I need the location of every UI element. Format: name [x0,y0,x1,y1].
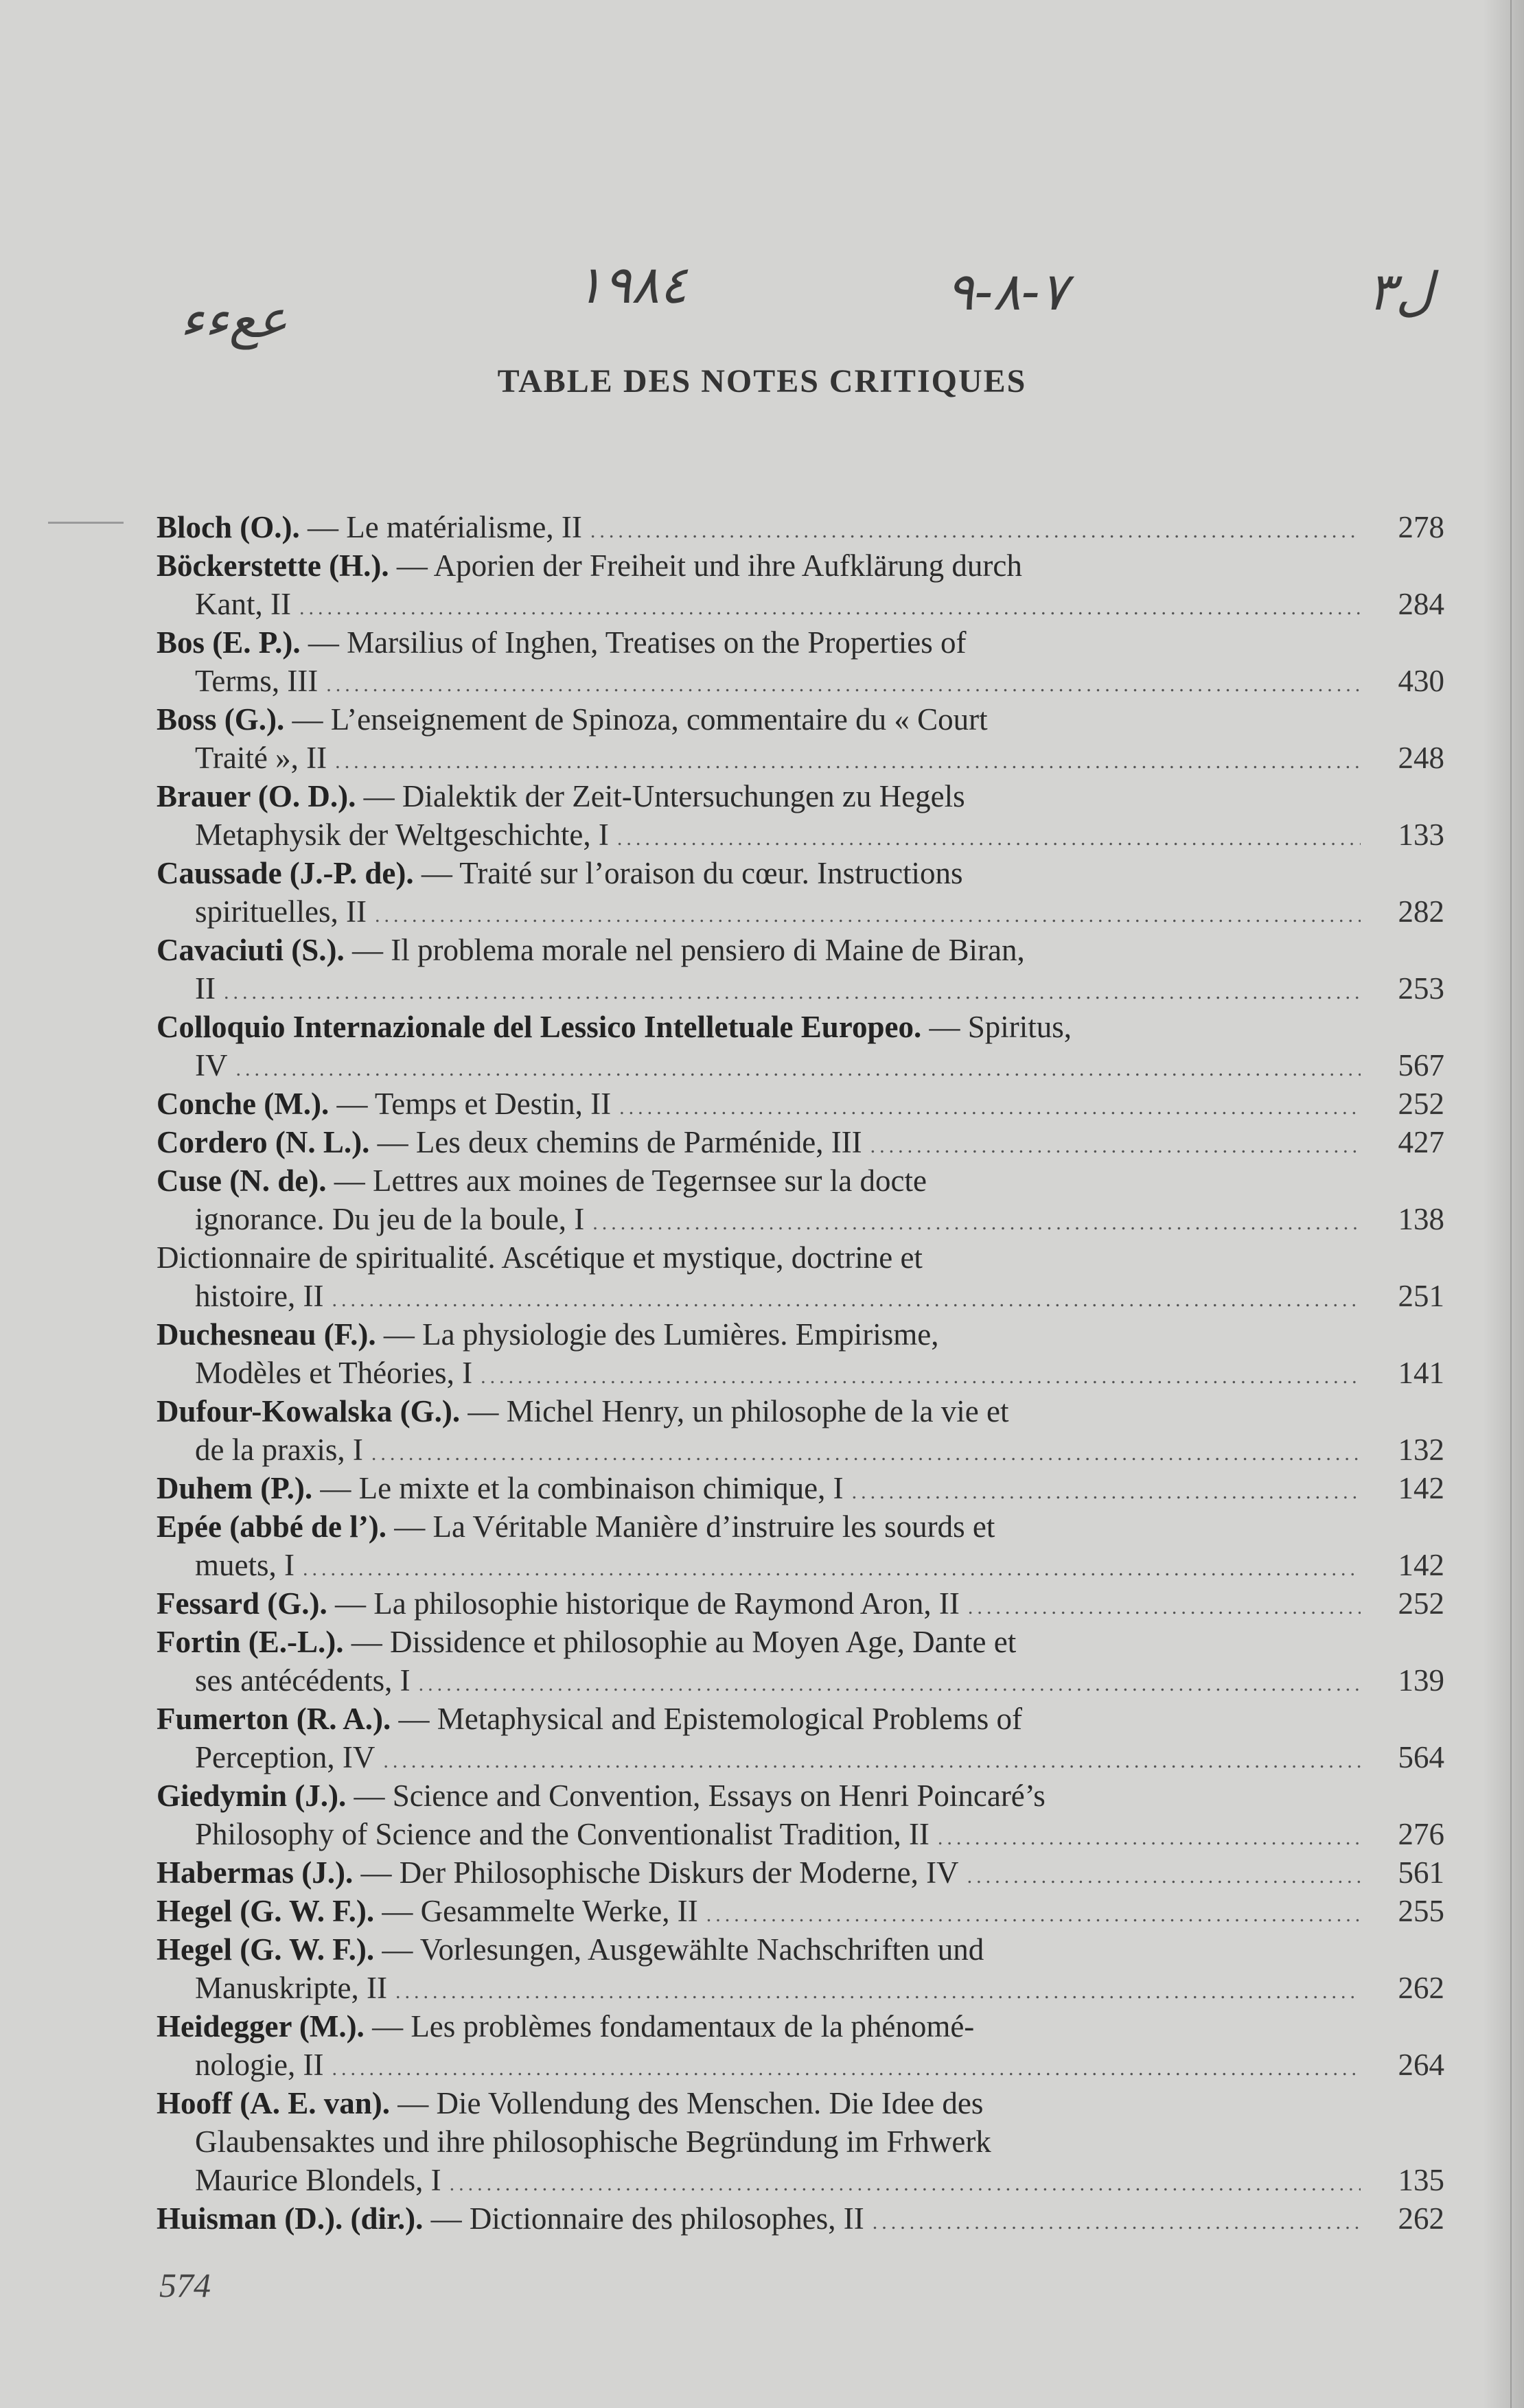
index-entry-line [157,1623,1444,1661]
entry-text [157,1853,959,1892]
index-entry-line [157,1046,1444,1085]
work-title: — Metaphysical and Epistemological Problems of [398,1702,1023,1736]
entry-text [157,1008,1072,1046]
index-entry [157,1123,1444,1161]
work-title: Philosophy of Science and the Conventionalist Tradition, II [195,1817,930,1851]
author-name: Duhem (P.). [157,1471,313,1505]
work-title: — Le mixte et la combinaison chimique, I [320,1471,844,1505]
index-entry-line [157,1776,1444,1815]
work-title: — Dissidence et philosophie au Moyen Age, Dante et [351,1625,1017,1659]
index-entry-line [157,815,1444,854]
index-entry [157,854,1444,931]
work-title: — Vorlesungen, Ausgewählte Nachschriften und [382,1932,984,1967]
work-title: — Spiritus, [929,1010,1072,1044]
work-title: Glaubensaktes und ihre philosophische Begründung im Frhwerk [195,2125,991,2159]
index-entry-line [157,1738,1444,1776]
work-title: IV [195,1048,228,1083]
handwritten-mark: ٧-٨-٩ [946,261,1068,322]
page-reference: 567 [1398,1048,1444,1083]
dot-leader [332,2050,1361,2088]
index-entry-line [157,623,1444,662]
page-reference: 427 [1398,1125,1444,1159]
work-title: — Traité sur l’oraison du cœur. Instructions [421,856,963,890]
index-entry-line [157,1853,1444,1892]
author-name: Colloquio Internazionale del Lessico Intelletuale Europeo. [157,1010,922,1044]
work-title: Terms, III [195,664,319,698]
entry-text [157,1315,938,1354]
page-reference: 132 [1398,1433,1444,1467]
index-entry [157,508,1444,546]
entry-text [157,1930,984,1969]
work-title: Kant, II [195,587,291,621]
page-reference: 139 [1398,1663,1444,1698]
page-reference: 252 [1398,1586,1444,1621]
index-entry [157,546,1444,623]
work-title: Dictionnaire de spiritualité. Ascétique et mystique, doctrine et [157,1240,923,1275]
page-reference: 276 [1398,1817,1444,1851]
author-name: Cavaciuti (S.). [157,933,345,967]
author-name: Habermas (J.). [157,1855,354,1890]
entry-text [157,1238,923,1277]
entry-text [157,1161,927,1200]
work-title: — Lettres aux moines de Tegernsee sur la docte [334,1164,927,1198]
entry-text [157,854,963,892]
index-entry-line [157,508,1444,546]
index-entry-line [157,777,1444,815]
index-entry-line [157,2046,1444,2084]
handwritten-annotations [0,240,1524,350]
dot-leader [706,1896,1361,1934]
index-entry-line [157,1200,1444,1238]
page-reference: 284 [1398,587,1444,621]
page-reference: 138 [1398,1202,1444,1236]
dot-leader [303,1550,1361,1588]
work-title: Modèles et Théories, I [195,1356,473,1390]
author-name: Fortin (E.-L.). [157,1625,344,1659]
work-title: — La Véritable Manière d’instruire les sourds et [394,1509,995,1544]
entry-text [195,1046,227,1085]
dot-leader [299,589,1361,627]
page-reference: 248 [1398,741,1444,775]
dot-leader [617,820,1361,858]
index-entry-line [157,1277,1444,1315]
work-title: muets, I [195,1548,295,1582]
index-entry-line [157,931,1444,969]
entry-text [195,815,609,854]
work-title: — Dialektik der Zeit-Untersuchungen zu Hegels [363,779,965,813]
index-entry-line [157,662,1444,700]
author-name: Fumerton (R. A.). [157,1702,391,1736]
page-reference: 142 [1398,1548,1444,1582]
page-reference: 564 [1398,1740,1444,1774]
work-title: — Temps et Destin, II [336,1087,612,1121]
dot-leader [375,896,1361,935]
author-name: Bloch (O.). [157,510,300,544]
index-entry-line [157,2084,1444,2122]
author-name: Epée (abbé de l’). [157,1509,386,1544]
entry-text [157,1085,611,1123]
entry-text [195,1546,295,1584]
entry-text [157,1584,960,1623]
entry-text [195,2161,441,2199]
work-title: — Marsilius of Inghen, Treatises on the Properties of [308,625,967,660]
index-entry-line [157,892,1444,931]
work-title: — Der Philosophische Diskurs der Moderne, IV [360,1855,959,1890]
work-title: Traité », II [195,741,327,775]
work-title: — L’enseignement de Spinoza, commentaire du « Court [292,702,988,737]
page-reference: 430 [1398,664,1444,698]
index-entry [157,2199,1444,2238]
index-entry [157,1930,1444,2007]
index-entry-line [157,2122,1444,2161]
index-entry [157,1776,1444,1853]
index-entry-line [157,1315,1444,1354]
work-title: Metaphysik der Weltgeschichte, I [195,818,609,852]
index-entry [157,1161,1444,1238]
author-name: Conche (M.). [157,1087,330,1121]
work-title: — Michel Henry, un philosophe de la vie et [467,1394,1009,1428]
entry-text [157,1123,862,1161]
index-entry-line [157,1507,1444,1546]
index-entry-line [157,1469,1444,1507]
entry-text [157,623,967,662]
index-entry-line [157,1161,1444,1200]
author-name: Dufour-Kowalska (G.). [157,1394,461,1428]
page-reference: 142 [1398,1471,1444,1505]
index-entry-line [157,854,1444,892]
margin-mark [48,522,124,524]
work-title: — Les deux chemins de Parménide, III [377,1125,862,1159]
index-entry [157,1469,1444,1507]
dot-leader [873,2203,1361,2242]
work-title: — La physiologie des Lumières. Empirisme, [383,1317,939,1352]
index-entry [157,1700,1444,1776]
entry-text [157,546,1022,585]
page-reference: 561 [1398,1855,1444,1890]
entry-text [157,1892,698,1930]
index-entry-line [157,1123,1444,1161]
entry-text [157,2007,974,2046]
entry-text [195,1969,387,2007]
entry-text [195,1738,375,1776]
author-name: Hegel (G. W. F.). [157,1894,375,1928]
index-entry-line [157,585,1444,623]
work-title: Maurice Blondels, I [195,2163,441,2197]
notes-index-list [157,508,1444,2238]
work-title: Perception, IV [195,1740,376,1774]
index-entry-line [157,1584,1444,1623]
page-reference: 282 [1398,894,1444,929]
author-name: Caussade (J.-P. de). [157,856,414,890]
index-entry-line [157,1892,1444,1930]
page-reference: 251 [1398,1279,1444,1313]
index-entry [157,1623,1444,1700]
work-title: — Science and Convention, Essays on Henri Poincaré’s [354,1779,1046,1813]
index-entry [157,777,1444,854]
dot-leader [335,743,1361,781]
dot-leader [592,1204,1361,1242]
index-entry-line [157,1431,1444,1469]
work-title: — Aporien der Freiheit und ihre Aufklärung durch [396,548,1022,583]
page-reference: 141 [1398,1356,1444,1390]
entry-text [195,1277,323,1315]
dot-leader [938,1819,1361,1857]
author-name: Boss (G.). [157,702,285,737]
index-entry-line [157,700,1444,739]
entry-text [157,2084,983,2122]
dot-leader [481,1358,1361,1396]
work-title: — Dictionnaire des philosophes, II [430,2201,864,2236]
dot-leader [967,1857,1361,1896]
author-name: Cuse (N. de). [157,1164,327,1198]
page-number: 574 [159,2266,211,2304]
index-entry-line [157,2007,1444,2046]
index-entry [157,2007,1444,2084]
dot-leader [395,1973,1361,2011]
entry-text [195,1815,930,1853]
author-name: Böckerstette (H.). [157,548,389,583]
entry-text [195,2122,991,2161]
index-entry-line [157,1392,1444,1431]
entry-text [157,1469,844,1507]
entry-text [195,969,216,1008]
author-name: Bos (E. P.). [157,625,301,660]
work-title: ses antécédents, I [195,1663,411,1698]
page-edge-shadow [1483,0,1524,2408]
work-title: histoire, II [195,1279,324,1313]
index-entry [157,623,1444,700]
entry-text [157,508,582,546]
author-name: Hegel (G. W. F.). [157,1932,375,1967]
author-name: Heidegger (M.). [157,2009,365,2044]
work-title: de la praxis, I [195,1433,363,1467]
index-entry [157,1085,1444,1123]
index-entry [157,1315,1444,1392]
page-edge-line [1510,0,1512,2408]
entry-text [195,585,291,623]
work-title: — Gesammelte Werke, II [382,1894,698,1928]
index-entry [157,700,1444,777]
index-entry [157,931,1444,1008]
author-name: Duchesneau (F.). [157,1317,376,1352]
page-reference: 262 [1398,2201,1444,2236]
index-entry-line [157,1700,1444,1738]
index-entry-line [157,1661,1444,1700]
work-title: — Il problema morale nel pensiero di Maine de Biran, [352,933,1025,967]
entry-text [157,1700,1022,1738]
work-title: Manuskripte, II [195,1971,387,2005]
dot-leader [450,2165,1361,2203]
entry-text [195,892,367,931]
dot-leader [968,1588,1361,1627]
entry-text [157,1392,1008,1431]
dot-leader [332,1281,1361,1319]
author-name: Brauer (O. D.). [157,779,356,813]
dot-leader [383,1742,1361,1781]
dot-leader [419,1665,1361,1704]
author-name: Cordero (N. L.). [157,1125,370,1159]
page-reference: 264 [1398,2048,1444,2082]
index-entry [157,1238,1444,1315]
index-entry-line [157,739,1444,777]
index-entry [157,1892,1444,1930]
index-entry-line [157,969,1444,1008]
work-title: spirituelles, II [195,894,367,929]
page-reference: 133 [1398,818,1444,852]
entry-text [195,1354,472,1392]
entry-text [157,931,1025,969]
entry-text [195,1200,584,1238]
index-entry-line [157,1546,1444,1584]
index-entry-line [157,2161,1444,2199]
index-entry-line [157,1969,1444,2007]
entry-text [195,2046,323,2084]
entry-text [157,2199,864,2238]
dot-leader [590,512,1361,551]
dot-leader [326,666,1361,704]
index-entry-line [157,2199,1444,2238]
page-reference: 253 [1398,971,1444,1006]
work-title: — Die Vollendung des Menschen. Die Idee des [397,2086,984,2120]
work-title: II [195,971,216,1006]
index-entry [157,1853,1444,1892]
dot-leader [870,1127,1361,1166]
work-title: — La philosophie historique de Raymond Aron, II [334,1586,960,1621]
index-entry-line [157,546,1444,585]
work-title: — Le matérialisme, II [308,510,582,544]
dot-leader [235,1050,1361,1089]
author-name: Hooff (A. E. van). [157,2086,390,2120]
handwritten-mark: ١٩٨٤ [575,254,688,315]
page-reference: 252 [1398,1087,1444,1121]
work-title: ignorance. Du jeu de la boule, I [195,1202,585,1236]
dot-leader [619,1089,1361,1127]
entry-text [157,777,965,815]
index-entry-line [157,1085,1444,1123]
page-reference: 255 [1398,1894,1444,1928]
index-entry-line [157,1815,1444,1853]
author-name: Giedymin (J.). [157,1779,347,1813]
page-title: TABLE DES NOTES CRITIQUES [497,363,1027,400]
index-entry [157,2084,1444,2199]
entry-text [195,1431,363,1469]
index-entry-line [157,1354,1444,1392]
entry-text [195,1661,411,1700]
entry-text [157,1776,1046,1815]
index-entry-line [157,1238,1444,1277]
page-reference: 278 [1398,510,1444,544]
page-reference: 262 [1398,1971,1444,2005]
dot-leader [852,1473,1361,1512]
handwritten-mark: ل٣ [1367,261,1434,322]
author-name: Fessard (G.). [157,1586,327,1621]
index-entry [157,1584,1444,1623]
work-title: — Les problèmes fondamentaux de la phénomé- [372,2009,975,2044]
entry-text [195,739,327,777]
entry-text [157,1623,1016,1661]
work-title: nologie, II [195,2048,324,2082]
index-entry [157,1392,1444,1469]
index-entry [157,1507,1444,1584]
dot-leader [371,1435,1361,1473]
entry-text [195,662,318,700]
index-entry-line [157,1930,1444,1969]
page-reference: 135 [1398,2163,1444,2197]
index-entry-line [157,1008,1444,1046]
index-entry [157,1008,1444,1085]
author-name: Huisman (D.). (dir.). [157,2201,424,2236]
dot-leader [224,973,1361,1012]
entry-text [157,1507,995,1546]
handwritten-mark: ععءء [180,288,288,349]
entry-text [157,700,988,739]
